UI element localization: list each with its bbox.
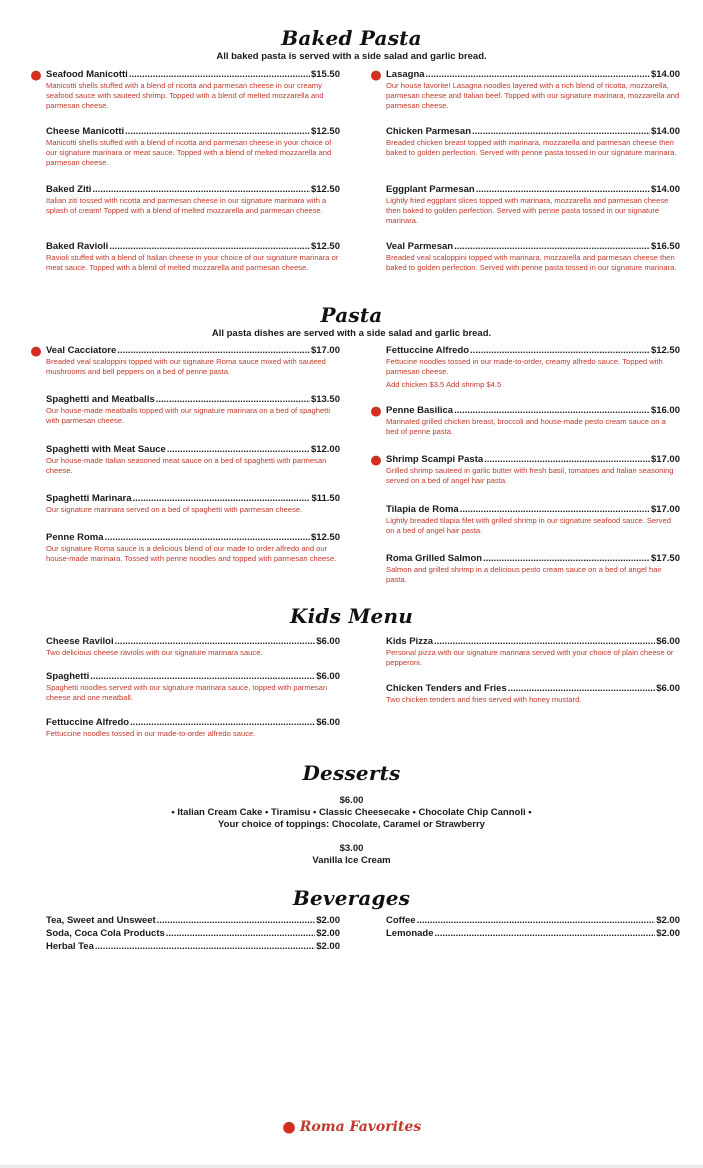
item-price: $14.00 <box>650 126 680 137</box>
item-description: Salmon and grilled shrimp in a delicious pesto cream sauce on a bed of angel hair pasta. <box>386 565 662 585</box>
item-name: Tilapia de Roma <box>386 504 459 515</box>
item-description: Marinated grilled chicken breast, broccoli and house-made pesto cream sauce on a bed of penne pasta. <box>386 417 666 437</box>
beverages-section <box>46 915 680 954</box>
item-name: Chicken Tenders and Fries <box>386 683 507 694</box>
menu-item <box>386 683 680 705</box>
ice-cream-price: $3.00 <box>339 843 364 854</box>
item-name: Fettuccine Alfredo <box>46 717 130 728</box>
menu-item <box>386 345 680 405</box>
item-description: Our house favorite! Lasagna noodles layered with a rich blend of ricotta, mozzarella, parmesan cheese and Italian beef. Topped with our signature marinara, mozzarella and parmesan cheese. <box>386 81 680 111</box>
menu-item <box>46 928 340 941</box>
item-extra: Add chicken $3.5 Add shrimp $4.5 <box>386 380 502 390</box>
menu-item <box>46 636 340 671</box>
menu-item <box>46 394 340 444</box>
menu-item <box>46 444 340 493</box>
item-name: Eggplant Parmesan <box>386 184 475 195</box>
baked-pasta-right-column <box>386 69 680 273</box>
item-description: Our signature marinara served on a bed of spaghetti with parmesan cheese. <box>46 505 303 514</box>
item-description: Fettucine noodles tossed in our made-to-order, creamy alfredo sauce. Topped with parmesan cheese. <box>386 357 663 377</box>
item-name: Shrimp Scampi Pasta <box>386 454 484 465</box>
pasta-left-column <box>46 345 340 585</box>
item-name: Kids Pizza <box>386 636 433 647</box>
item-price: $2.00 <box>656 928 680 939</box>
item-description: Our signature Roma sauce is a delicious blend of our made to order alfredo and our house-made marinara. Tossed with penne noodles and topped with parmesan cheese. <box>46 544 337 564</box>
section-title: Baked Pasta <box>281 26 422 50</box>
kids-left-column <box>46 636 340 739</box>
dessert-price: $6.00 <box>339 795 364 806</box>
item-description: Lightly fried eggplant slices topped with marinara, mozzarella and parmesan cheese then baked to golden perfection. Served with penne pasta tossed in our signature marinara. <box>386 196 669 226</box>
pasta-header <box>0 303 703 339</box>
item-name: Spaghetti Marinara <box>46 493 132 504</box>
beverages-right-column <box>386 915 680 954</box>
section-title: Beverages <box>292 886 411 910</box>
item-name: Cheese Raviloi <box>46 636 114 647</box>
item-price: $12.50 <box>310 126 340 137</box>
pasta-right-column <box>386 345 680 585</box>
item-description: Personal pizza with our signature marinara served with your choice of plain cheese or pepperoni. <box>386 648 674 668</box>
item-description: Two chicken tenders and fries served with honey mustard. <box>386 695 582 704</box>
beverages-left-column <box>46 915 340 954</box>
item-price: $17.50 <box>650 553 680 564</box>
item-name: Seafood Manicotti <box>46 69 128 80</box>
menu-item <box>386 405 680 454</box>
item-description: Spaghetti noodles served with our signature marinara sauce, topped with parmesan cheese and one meatball. <box>46 683 328 703</box>
item-name: Penne Basilica <box>386 405 454 416</box>
menu-item <box>386 915 680 928</box>
item-price: $17.00 <box>650 454 680 465</box>
baked-pasta-header <box>0 26 703 62</box>
dessert-list: • Italian Cream Cake • Tiramisu • Classic Cheesecake • Chocolate Chip Cannoli • <box>171 807 532 818</box>
pasta-section <box>46 345 680 585</box>
item-description: Manicotti shells stuffed with a blend of ricotta and parmesan cheese in your choice of our signature marinara or meat sauce. Topped with a blend of melted mozzarella and parmesan cheese. <box>46 138 332 168</box>
item-name: Baked Ravioli <box>46 241 109 252</box>
menu-item <box>386 504 680 553</box>
item-price: $2.00 <box>316 915 340 926</box>
item-description: Two delicious cheese raviolis with our signature marinara sauce. <box>46 648 263 657</box>
item-description: Breaded veal scaloppini topped with our signature Roma sauce mixed with sauteed mushrooms and bell peppers on a bed of penne pasta. <box>46 357 326 377</box>
item-name: Lemonade <box>386 928 434 939</box>
tomato-icon <box>30 69 42 81</box>
menu-item <box>46 532 340 564</box>
menu-item <box>46 915 340 928</box>
item-name: Soda, Coca Cola Products <box>46 928 165 939</box>
item-price: $2.00 <box>656 915 680 926</box>
tomato-icon <box>370 69 382 81</box>
menu-item <box>46 126 340 184</box>
item-price: $6.00 <box>656 636 680 647</box>
item-description: Fettuccine noodles tossed in our made-to-order alfredo sauce. <box>46 729 256 738</box>
section-title: Kids Menu <box>290 604 413 628</box>
item-name: Fettuccine Alfredo <box>386 345 470 356</box>
section-title: Pasta <box>320 303 383 327</box>
baked-pasta-left-column <box>46 69 340 273</box>
section-subtitle: All baked pasta is served with a side salad and garlic bread. <box>216 51 487 62</box>
item-name: Herbal Tea <box>46 941 94 952</box>
menu-item <box>46 69 340 126</box>
item-price: $11.50 <box>311 493 340 504</box>
item-description: Breaded chicken breast topped with marinara, mozzarella and parmesan cheese then baked to golden perfection. Served with penne pasta tossed in our signature marinara. <box>386 138 677 158</box>
menu-item <box>386 553 680 585</box>
item-name: Spaghetti and Meatballs <box>46 394 155 405</box>
menu-item <box>46 345 340 394</box>
ice-cream-label: Vanilla Ice Cream <box>312 855 391 866</box>
kids-section <box>46 636 680 739</box>
footer-legend-label: Roma Favorites <box>299 1118 422 1135</box>
item-description: Lightly breaded tilapia filet with grilled shrimp in our signature seafood sauce. Served on a bed of angel hair pasta. <box>386 516 671 536</box>
item-price: $14.00 <box>650 184 680 195</box>
item-price: $12.50 <box>650 345 680 356</box>
menu-item <box>386 636 680 683</box>
baked-pasta-section <box>46 69 680 273</box>
desserts-section <box>0 761 703 867</box>
item-name: Tea, Sweet and Unsweet <box>46 915 156 926</box>
item-price: $2.00 <box>316 928 340 939</box>
menu-item <box>46 941 340 954</box>
item-name: Baked Ziti <box>46 184 92 195</box>
item-description: Ravioli stuffed with a blend of Italian cheese in your choice of our signature marinara or meat sauce. Topped with a blend of melted mozzarella and parmesan cheese. <box>46 253 339 273</box>
item-price: $17.00 <box>310 345 340 356</box>
item-price: $14.00 <box>650 69 680 80</box>
item-price: $12.50 <box>310 184 340 195</box>
tomato-icon <box>282 1120 296 1134</box>
item-price: $6.00 <box>316 636 340 647</box>
tomato-icon <box>370 454 382 466</box>
item-price: $12.50 <box>310 532 340 543</box>
menu-item <box>386 241 680 273</box>
item-name: Spaghetti <box>46 671 90 682</box>
section-subtitle: All pasta dishes are served with a side salad and garlic bread. <box>211 328 492 339</box>
menu-item <box>386 184 680 241</box>
item-price: $12.00 <box>310 444 340 455</box>
kids-header <box>0 604 703 628</box>
item-name: Veal Cacciatore <box>46 345 117 356</box>
item-price: $16.50 <box>650 241 680 252</box>
menu-item <box>46 184 340 241</box>
item-price: $6.00 <box>656 683 680 694</box>
item-price: $16.00 <box>650 405 680 416</box>
section-title: Desserts <box>302 761 401 785</box>
item-price: $15.50 <box>310 69 340 80</box>
footer <box>0 1118 703 1136</box>
item-price: $6.00 <box>316 671 340 682</box>
item-price: $13.50 <box>310 394 340 405</box>
item-name: Lasagna <box>386 69 425 80</box>
menu-item <box>386 928 680 941</box>
menu-item <box>46 717 340 739</box>
item-description: Manicotti shells stuffed with a blend of ricotta and parmesan cheese in our creamy seafood sauce with sauteed shrimp. Topped with a blend of melted mozzarella and parmesan cheese. <box>46 81 324 111</box>
item-price: $2.00 <box>316 941 340 952</box>
menu-item <box>386 126 680 184</box>
item-name: Veal Parmesan <box>386 241 454 252</box>
item-description: Italian ziti tossed with ricotta and parmesan cheese in our signature marinara with a splash of cream! Topped with a blend of melted mozzarella and parmesan cheese. <box>46 196 327 216</box>
item-description: Grilled shrimp sauteed in garlic butter with fresh basil, tomatoes and Italian seasoning served on a bed of angel hair pasta. <box>386 466 674 486</box>
item-name: Cheese Manicotti <box>46 126 125 137</box>
item-description: Breaded veal scaloppini topped with marinara, mozzarella and parmesan cheese then baked to golden perfection. Served with penne pasta tossed in our signature marinara. <box>386 253 677 273</box>
menu-item <box>386 454 680 504</box>
item-description: Our house-made meatballs topped with our signature marinara on a bed of spaghetti with parmesan cheese. <box>46 406 331 426</box>
item-price: $6.00 <box>316 717 340 728</box>
kids-right-column <box>386 636 680 739</box>
item-name: Chicken Parmesan <box>386 126 472 137</box>
menu-item <box>46 671 340 717</box>
item-name: Coffee <box>386 915 416 926</box>
tomato-icon <box>370 405 382 417</box>
menu-item <box>386 69 680 126</box>
item-name: Spaghetti with Meat Sauce <box>46 444 166 455</box>
dessert-toppings: Your choice of toppings: Chocolate, Caramel or Strawberry <box>218 819 485 830</box>
item-price: $17.00 <box>650 504 680 515</box>
item-price: $12.50 <box>310 241 340 252</box>
beverages-header <box>0 886 703 910</box>
item-name: Roma Grilled Salmon <box>386 553 483 564</box>
item-name: Penne Roma <box>46 532 104 543</box>
item-description: Our house-made Italian seasoned meat sauce on a bed of spaghetti with parmesan cheese. <box>46 456 327 476</box>
tomato-icon <box>30 345 42 357</box>
menu-item <box>46 241 340 273</box>
menu-item <box>46 493 340 532</box>
